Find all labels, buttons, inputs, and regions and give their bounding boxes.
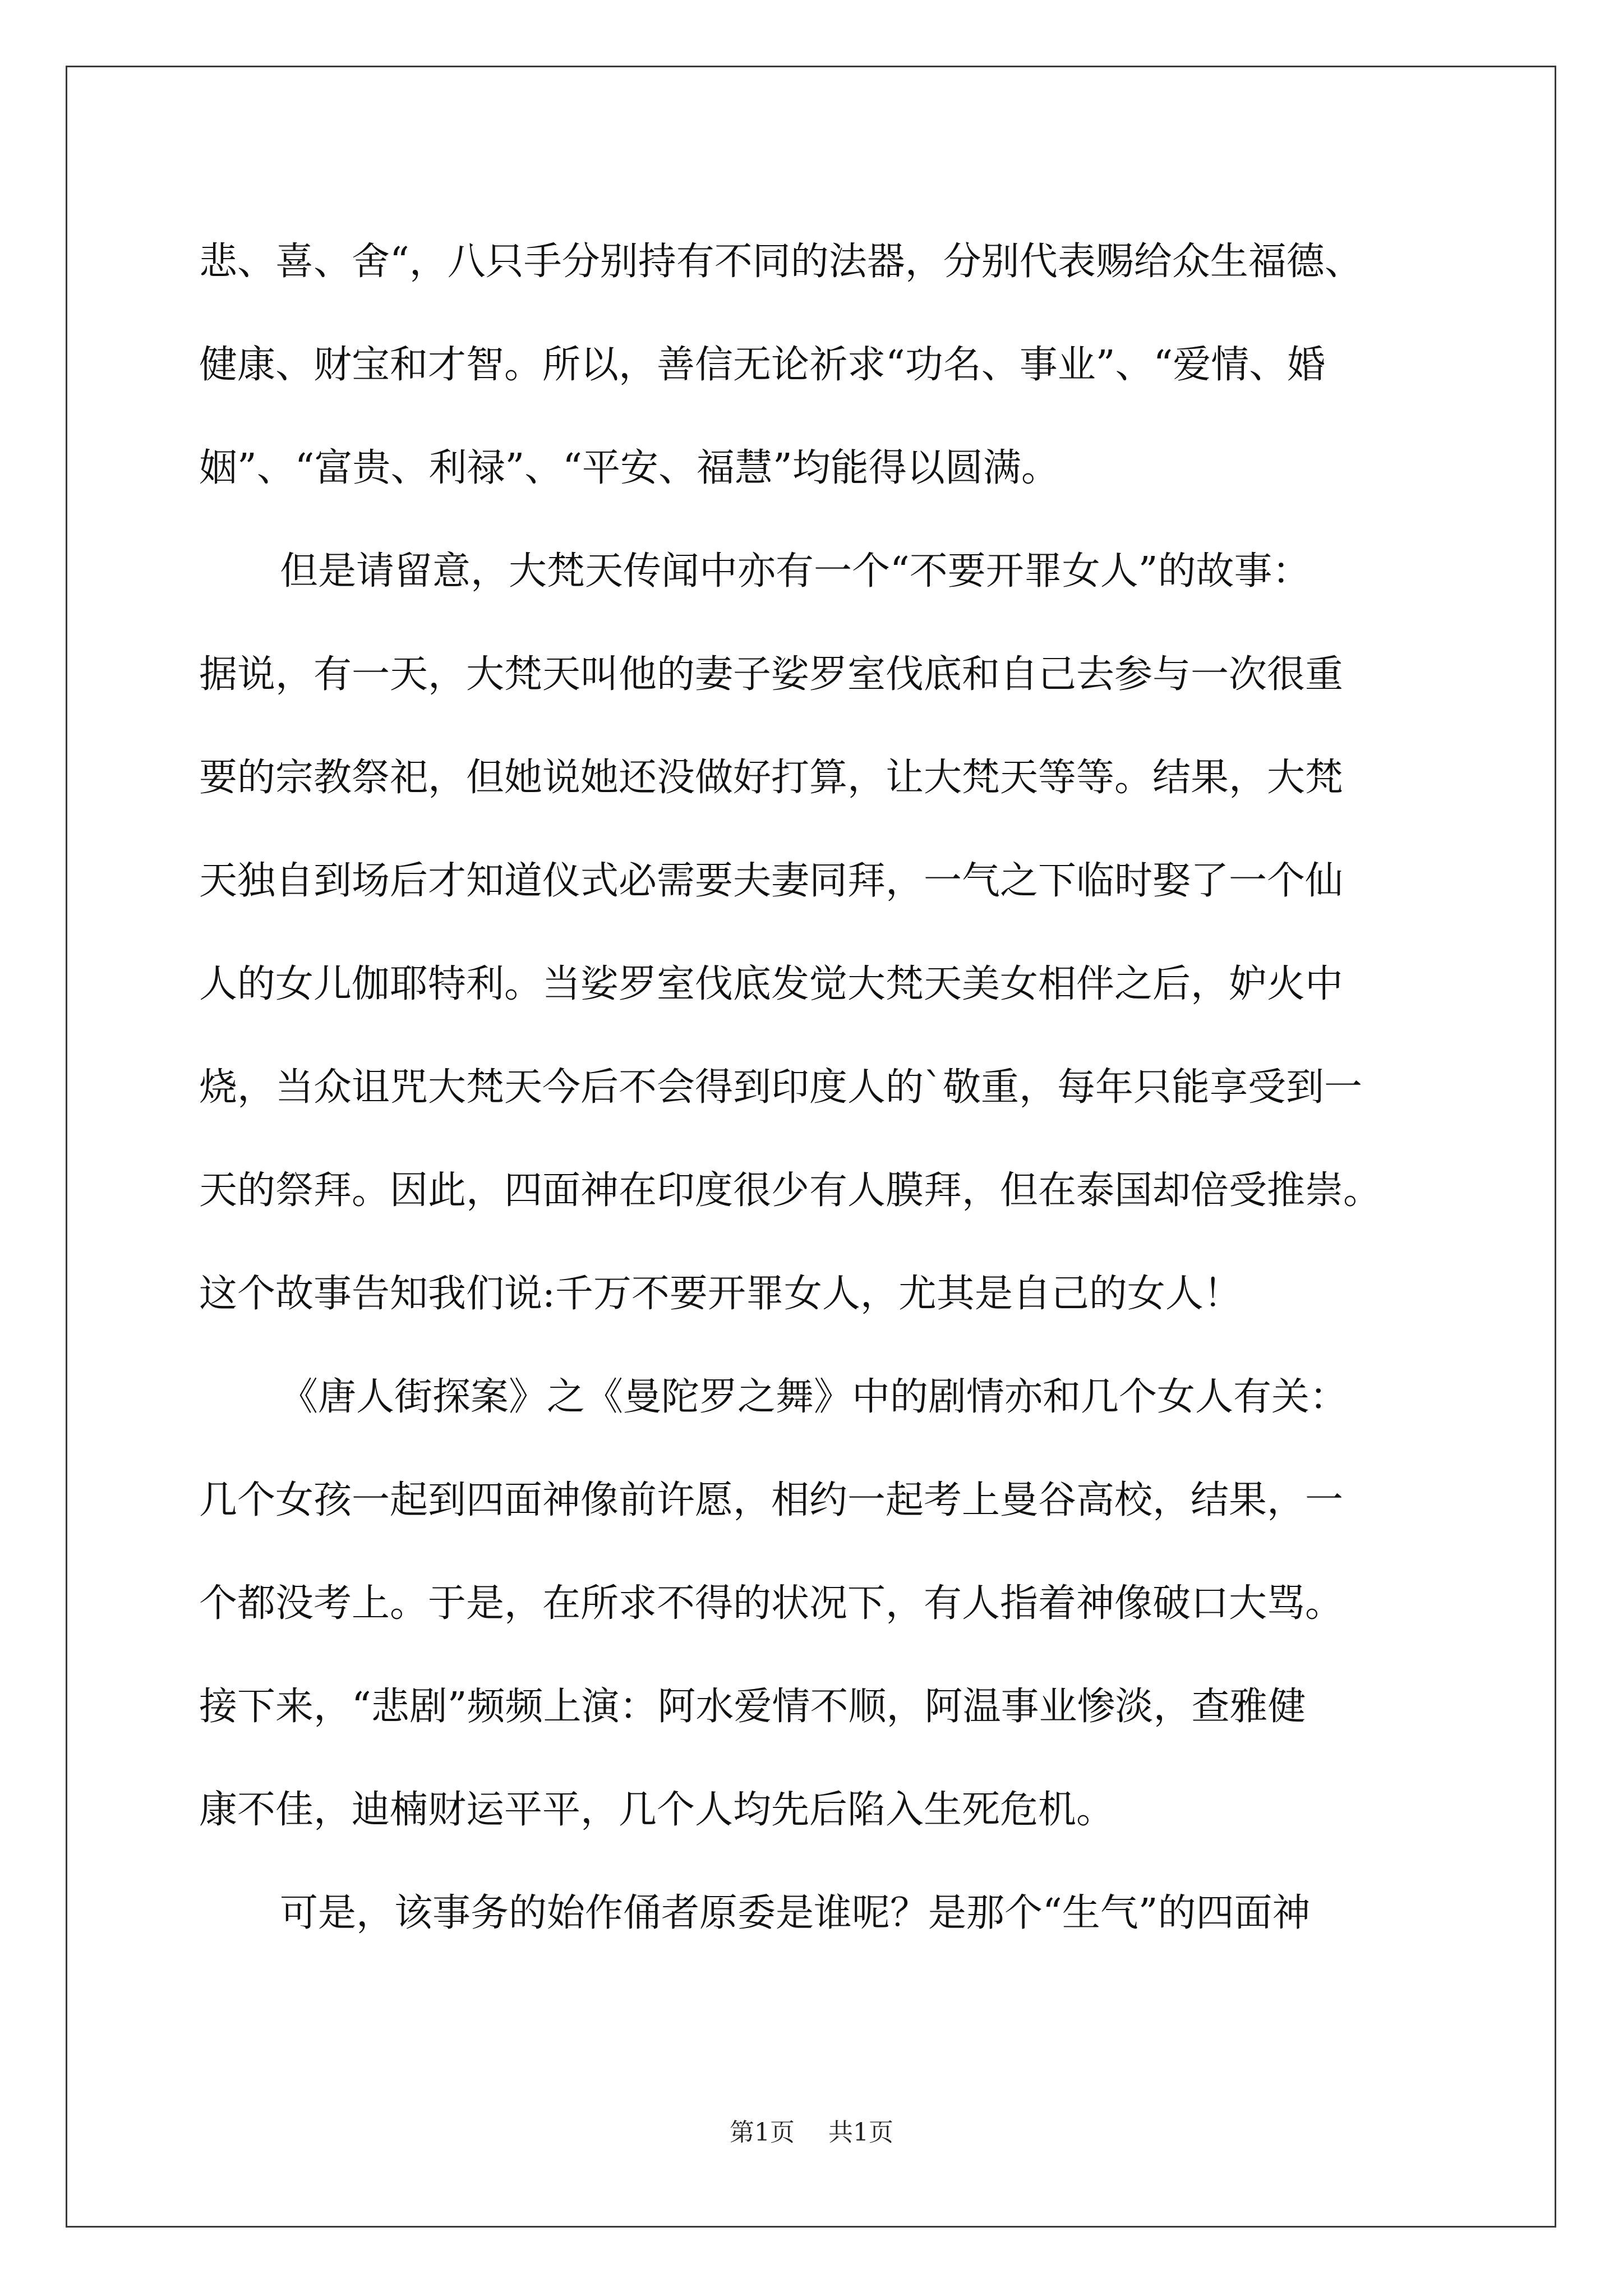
text-line: 姻”、“富贵、利禄”、“平安、福慧”均能得以圆满。 bbox=[199, 446, 1059, 490]
page-number: 第1页 bbox=[730, 2118, 795, 2147]
text-line: 据说，有一天，大梵天叫他的妻子娑罗室伐底和自己去参与一次很重 bbox=[199, 652, 1344, 697]
text-line: 接下来，“悲剧”频频上演：阿水爱情不顺，阿温事业惨淡，查雅健 bbox=[199, 1685, 1306, 1729]
paragraph-start-line: 《唐人街探案》之《曼陀罗之舞》中的剧情亦和几个女人有关： bbox=[280, 1375, 1348, 1419]
text-line: 烧，当众诅咒大梵天今后不会得到印度人的`敬重，每年只能享受到一 bbox=[199, 1065, 1363, 1110]
paragraph-start-line: 可是，该事务的始作俑者原委是谁呢？是那个“生气”的四面神 bbox=[280, 1891, 1311, 1935]
document-body bbox=[199, 210, 1433, 1965]
page-total: 共1页 bbox=[828, 2118, 893, 2147]
paragraph-start-line: 但是请留意，大梵天传闻中亦有一个“不要开罪女人”的故事： bbox=[280, 549, 1311, 593]
text-line: 康不佳，迪楠财运平平，几个人均先后陷入生死危机。 bbox=[199, 1788, 1115, 1832]
page-footer bbox=[0, 2116, 1623, 2150]
text-line: 这个故事告知我们说:千万不要开罪女人，尤其是自己的女人！ bbox=[199, 1272, 1242, 1316]
text-line: 天独自到场后才知道仪式必需要夫妻同拜，一气之下临时娶了一个仙 bbox=[199, 859, 1344, 903]
text-line: 几个女孩一起到四面神像前许愿，相约一起考上曼谷高校，结果，一 bbox=[199, 1478, 1344, 1522]
text-line: 悲、喜、舍“，八只手分别持有不同的法器，分别代表赐给众生福德、 bbox=[199, 240, 1363, 284]
text-line: 个都没考上。于是，在所求不得的状况下，有人指着神像破口大骂。 bbox=[199, 1581, 1344, 1626]
text-line: 人的女儿伽耶特利。当娑罗室伐底发觉大梵天美女相伴之后，妒火中 bbox=[199, 962, 1344, 1006]
text-line: 天的祭拜。因此，四面神在印度很少有人膜拜，但在泰国却倍受推崇。 bbox=[199, 1168, 1382, 1213]
text-line: 健康、财宝和才智。所以，善信无论祈求“功名、事业”、“爱情、婚 bbox=[199, 343, 1326, 387]
text-line: 要的宗教祭祀，但她说她还没做好打算，让大梵天等等。结果，大梵 bbox=[199, 756, 1344, 800]
